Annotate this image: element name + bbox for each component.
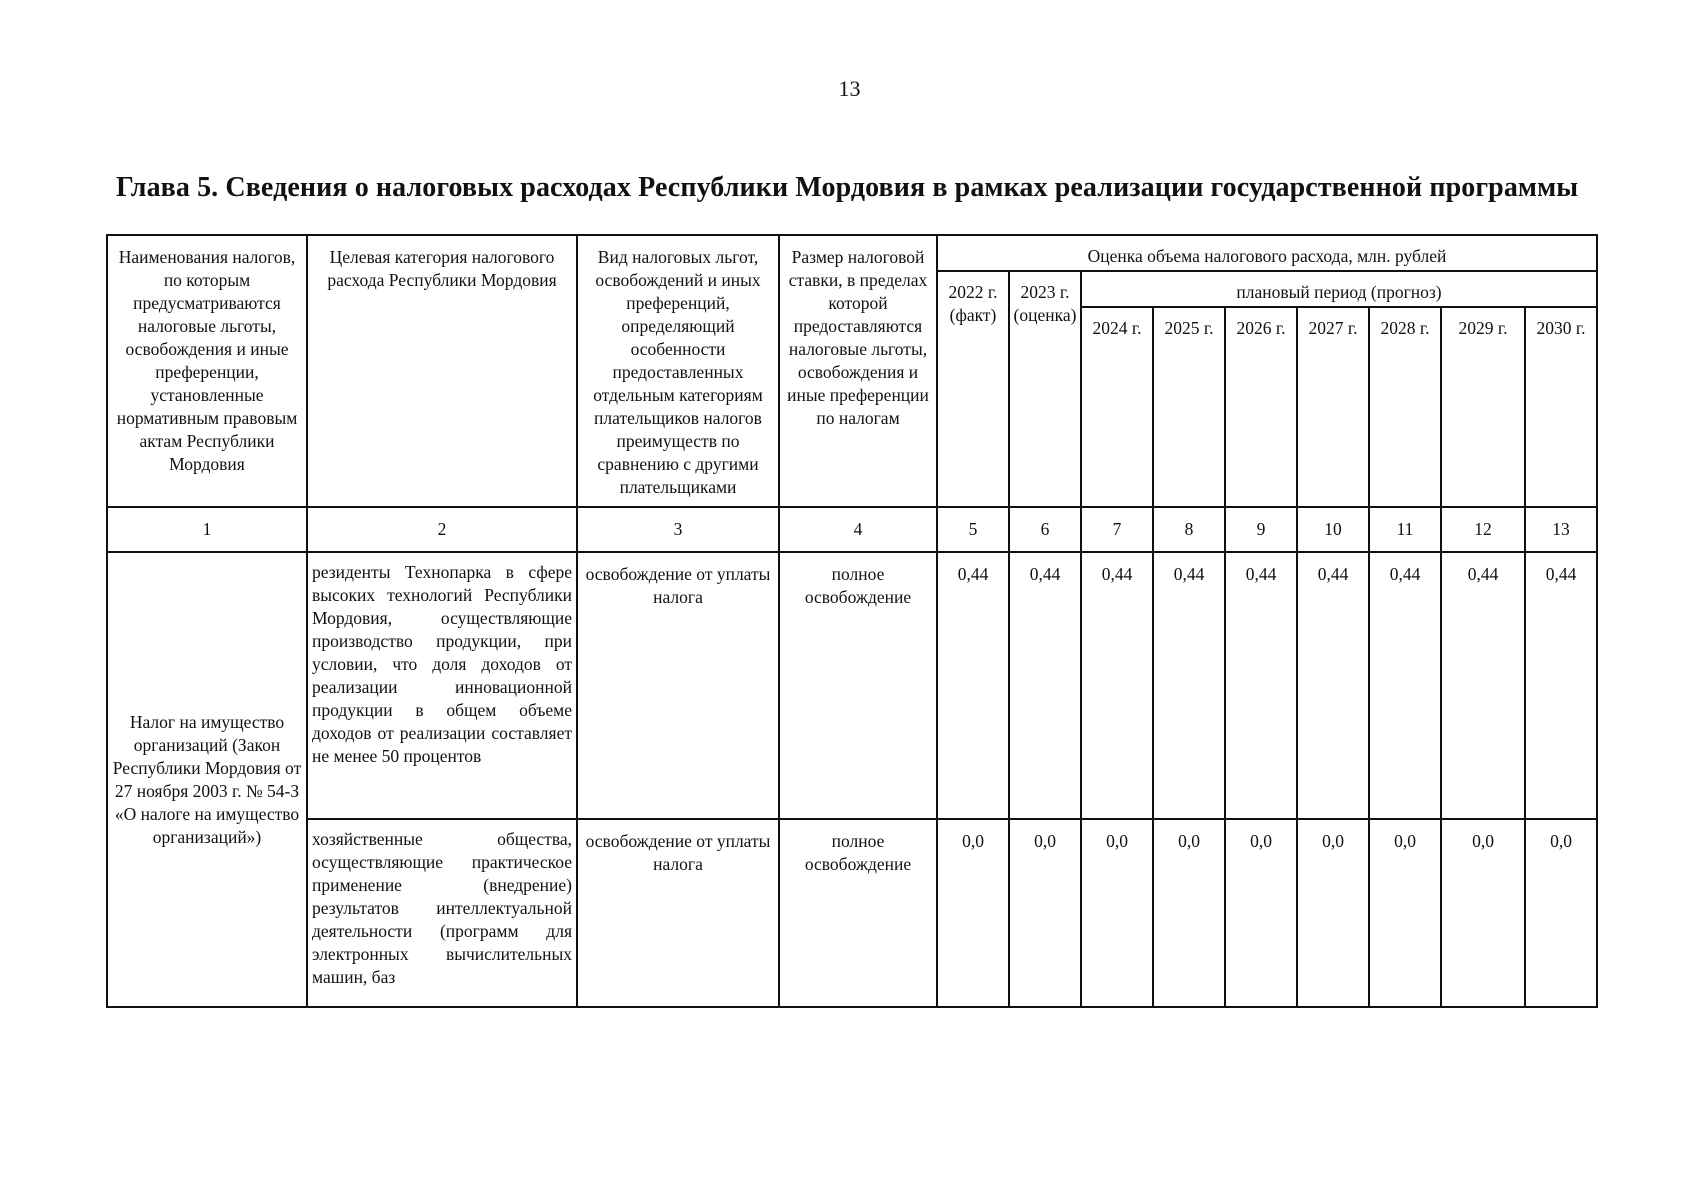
value-cell-2026: 0,44 [1225, 552, 1297, 819]
header-row-1 [107, 235, 1597, 271]
value-cell-2029: 0,44 [1441, 552, 1525, 819]
rate-cell: полное освобождение [779, 552, 937, 819]
header-benefit-type: Вид налоговых льгот, освобождений и иных преференций, определяющий особенности предоставленных отдельным категориям плательщиков налогов преимуществ по сравнению с другими плательщиками [577, 235, 779, 507]
value-cell-2025: 0,0 [1153, 819, 1225, 1007]
target-category-cell: хозяйственные общества, осуществляющие практическое применение (внедрение) результатов интеллектуальной деятельности (программ для электронных вычислительных машин, баз [307, 819, 577, 1007]
column-number: 2 [307, 507, 577, 552]
header-year-2030: 2030 г. [1525, 307, 1597, 507]
value-cell-2030: 0,44 [1525, 552, 1597, 819]
column-number: 6 [1009, 507, 1081, 552]
header-year-2025: 2025 г. [1153, 307, 1225, 507]
value-cell-2024: 0,0 [1081, 819, 1153, 1007]
value-cell-2023: 0,44 [1009, 552, 1081, 819]
header-year-2022: 2022 г. (факт) [937, 271, 1009, 507]
benefit-type-cell: освобождение от уплаты налога [577, 819, 779, 1007]
page-number: 13 [838, 76, 861, 101]
header-year-2028: 2028 г. [1369, 307, 1441, 507]
value-cell-2022: 0,0 [937, 819, 1009, 1007]
column-number: 7 [1081, 507, 1153, 552]
header-estimate: Оценка объема налогового расхода, млн. рублей [937, 235, 1597, 271]
value-cell-2027: 0,44 [1297, 552, 1369, 819]
header-tax-names: Наименования налогов, по которым предусматриваются налоговые льготы, освобождения и иные преференции, установленные нормативным правовым актам Республики Мордовия [107, 235, 307, 507]
tax-expenditure-table [106, 234, 1598, 1008]
column-number-row [107, 507, 1597, 552]
value-cell-2024: 0,44 [1081, 552, 1153, 819]
value-cell-2028: 0,0 [1369, 819, 1441, 1007]
table-row [107, 819, 1597, 1007]
header-rate-size: Размер налоговой ставки, в пределах которой предоставляются налоговые льготы, освобождения и иные преференции по налогам [779, 235, 937, 507]
column-number: 5 [937, 507, 1009, 552]
header-year-2027: 2027 г. [1297, 307, 1369, 507]
header-year-2023: 2023 г. (оценка) [1009, 271, 1081, 507]
column-number: 11 [1369, 507, 1441, 552]
column-number: 3 [577, 507, 779, 552]
column-number: 1 [107, 507, 307, 552]
column-number: 12 [1441, 507, 1525, 552]
chapter-title: Глава 5. Сведения о налоговых расходах Республики Мордовия в рамках реализации государственной программы [116, 172, 1579, 203]
header-target-category: Целевая категория налогового расхода Республики Мордовия [307, 235, 577, 507]
header-year-2029: 2029 г. [1441, 307, 1525, 507]
value-cell-2028: 0,44 [1369, 552, 1441, 819]
column-number: 13 [1525, 507, 1597, 552]
rate-cell: полное освобождение [779, 819, 937, 1007]
column-number: 9 [1225, 507, 1297, 552]
value-cell-2022: 0,44 [937, 552, 1009, 819]
value-cell-2030: 0,0 [1525, 819, 1597, 1007]
header-planned-period: плановый период (прогноз) [1081, 271, 1597, 307]
value-cell-2025: 0,44 [1153, 552, 1225, 819]
target-category-cell: резиденты Технопарка в сфере высоких технологий Республики Мордовия, осуществляющие производство продукции, при условии, что доля доходов от реализации инновационной продукции в общем объеме доходов от реализации составляет не менее 50 процентов [307, 552, 577, 819]
column-number: 4 [779, 507, 937, 552]
tax-name-cell: Налог на имущество организаций (Закон Республики Мордовия от 27 ноября 2003 г. № 54-З «О налоге на имущество организаций») [107, 552, 307, 1007]
value-cell-2029: 0,0 [1441, 819, 1525, 1007]
value-cell-2023: 0,0 [1009, 819, 1081, 1007]
column-number: 10 [1297, 507, 1369, 552]
table-row [107, 552, 1597, 819]
header-year-2024: 2024 г. [1081, 307, 1153, 507]
header-year-2026: 2026 г. [1225, 307, 1297, 507]
value-cell-2027: 0,0 [1297, 819, 1369, 1007]
benefit-type-cell: освобождение от уплаты налога [577, 552, 779, 819]
value-cell-2026: 0,0 [1225, 819, 1297, 1007]
column-number: 8 [1153, 507, 1225, 552]
